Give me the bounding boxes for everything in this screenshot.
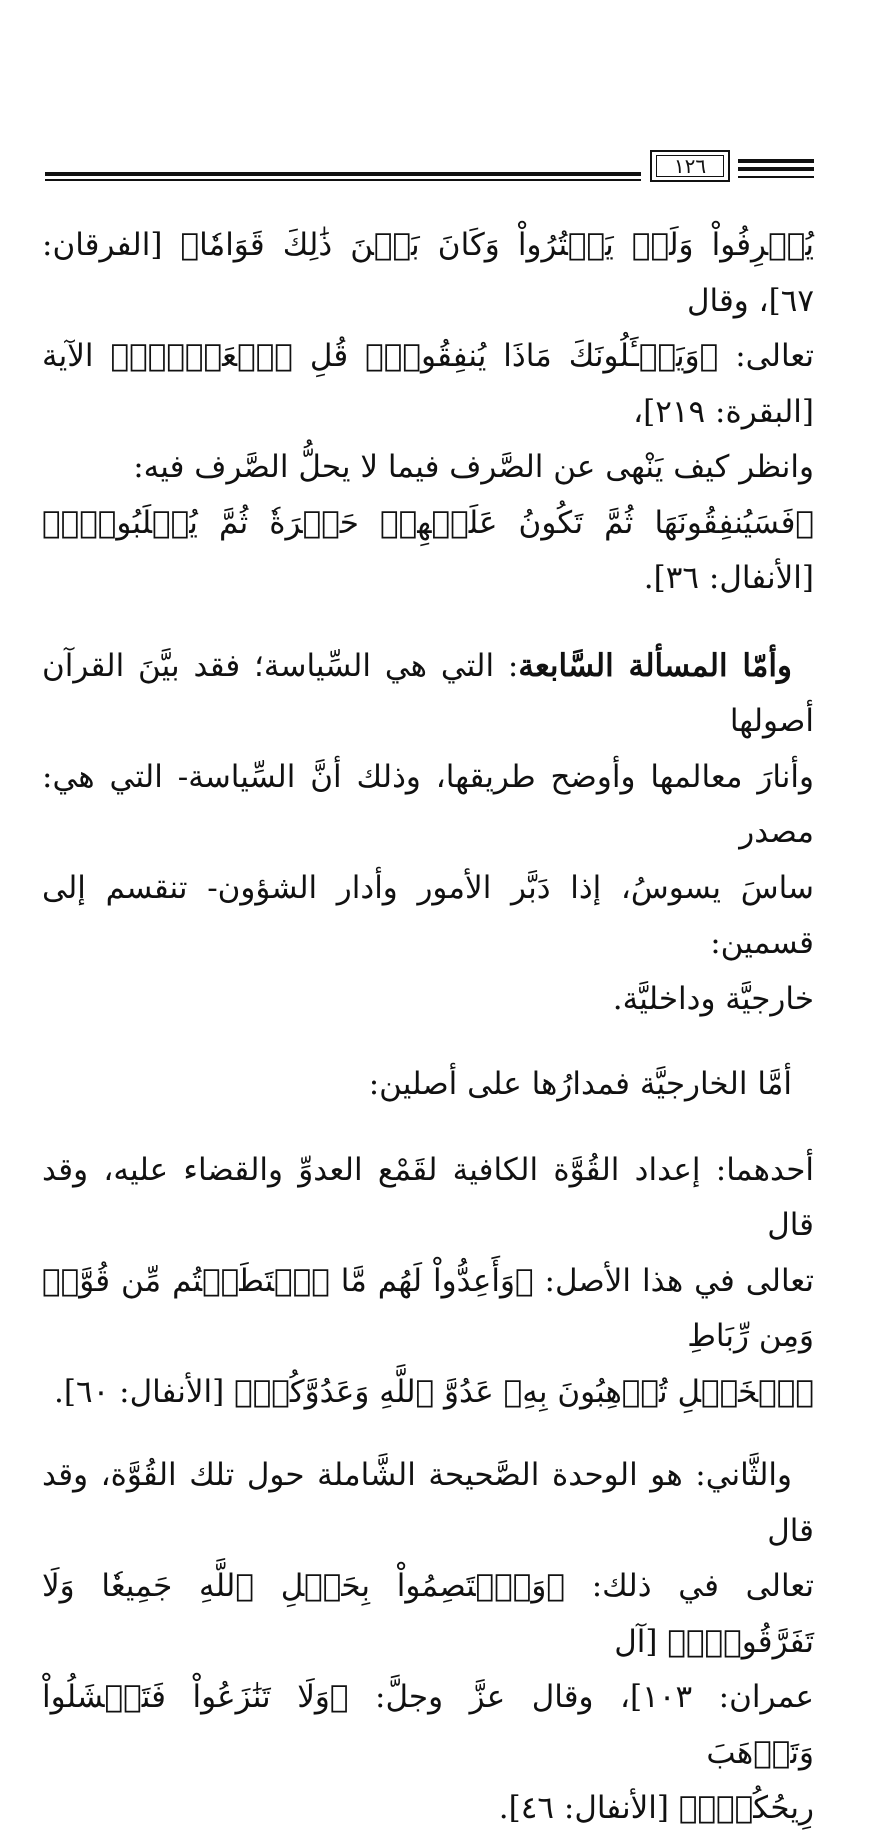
header-rule-short (738, 159, 814, 163)
paragraph-4 (42, 1143, 814, 1421)
section-heading: وأمّا المسألة السَّابعة (518, 647, 792, 684)
paragraph-2 (42, 639, 814, 1028)
header-rule-short-thin (738, 176, 814, 178)
text-line: ساسَ يسوسُ، إذا دَبَّر الأمور وأدار الشؤون- تنقسم إلى قسمين: (42, 869, 814, 961)
text-line: أحدهما: إعداد القُوَّة الكافية لقَمْع العدوِّ والقضاء عليه، وقد قال (42, 1151, 814, 1243)
paragraph-3 (42, 1057, 814, 1113)
text-line: رِيحُكُمۡۖ﴾ [الأنفال: ٤٦]. (498, 1790, 814, 1826)
text-line (42, 1057, 814, 1113)
text-line: تعالى في ذلك: ﴿وَٱعۡتَصِمُواْ بِحَبۡلِ ٱللَّهِ جَمِيعٗا وَلَا تَفَرَّقُواْۚ﴾ [آل (42, 1568, 814, 1660)
page-number: ١٢٦ (656, 155, 724, 177)
paragraph-1 (42, 218, 814, 607)
header-rule-short (738, 167, 814, 171)
text-line: يُسۡرِفُواْ وَلَمۡ يَقۡتُرُواْ وَكَانَ بَيۡنَ ذَٰلِكَ قَوَامٗا﴾ [الفرقان: ٦٧]، وقال (42, 227, 814, 319)
text-line: تعالى: ﴿وَيَسۡـَٔلُونَكَ مَاذَا يُنفِقُونَۖ قُلِ ٱلۡعَفۡوَۗ﴾ الآية [البقرة: ٢١٩]، (42, 338, 814, 430)
text-fragment: أمَّا الخارجيَّة فمدارُها على أصلين: (368, 1066, 792, 1102)
text-line: عمران: ١٠٣]، وقال عزَّ وجلَّ: ﴿وَلَا تَنَٰزَعُواْ فَتَفۡشَلُواْ وَتَذۡهَبَ (42, 1679, 814, 1771)
header-rule-long (45, 172, 641, 176)
page-header (0, 0, 885, 200)
text-line: ﴿فَسَيُنفِقُونَهَا ثُمَّ تَكُونُ عَلَيۡهِمۡ حَسۡرَةٗ ثُمَّ يُغۡلَبُونَۗ﴾ [الأنفال: ٣٦]. (42, 504, 814, 596)
text-fragment: والثَّاني: هو الوحدة الصَّحيحة الشَّاملة حول تلك القُوَّة، وقد قال (42, 1457, 814, 1549)
header-rule-long-thin (45, 179, 641, 181)
text-fragment: : التي هي السِّياسة؛ فقد بيَّنَ القرآن أصولها (42, 647, 814, 739)
page-body (42, 218, 814, 1837)
text-line (42, 639, 814, 750)
text-line: خارجيَّة وداخليَّة. (612, 980, 814, 1017)
paragraph-5 (42, 1448, 814, 1837)
text-line: وانظر كيف يَنْهى عن الصَّرف فيما لا يحلُّ الصَّرف فيه: (133, 449, 814, 485)
page-number-box (650, 150, 730, 182)
text-line (42, 1448, 814, 1559)
text-line: تعالى في هذا الأصل: ﴿وَأَعِدُّواْ لَهُم مَّا ٱسۡتَطَعۡتُم مِّن قُوَّةٖ وَمِن رِّبَاطِ (42, 1262, 815, 1354)
text-line: وأنارَ معالمها وأوضح طريقها، وذلك أنَّ السِّياسة- التي هي: مصدر (42, 758, 814, 850)
text-line: ٱلۡخَيۡلِ تُرۡهِبُونَ بِهِۦ عَدُوَّ ٱللَّهِ وَعَدُوَّكُمۡ﴾ [الأنفال: ٦٠]. (54, 1373, 814, 1410)
